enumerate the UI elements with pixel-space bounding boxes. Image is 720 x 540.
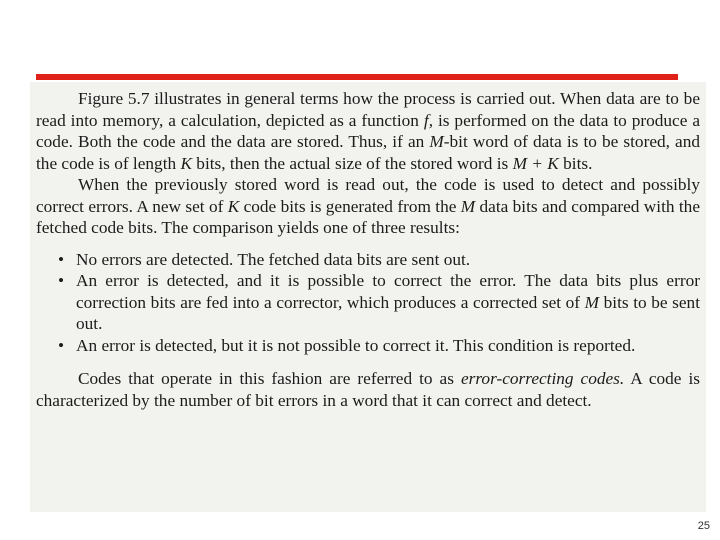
scanned-text-image xyxy=(30,82,706,512)
paragraph-read-out xyxy=(36,174,700,239)
text-run-italic: M xyxy=(584,292,600,312)
text-run-italic: M xyxy=(429,132,444,151)
title-accent-bar xyxy=(36,74,678,80)
list-item-text: An error is detected, but it is not possible to correct it. This condition is reported. xyxy=(76,335,636,355)
text-run-italic: f, xyxy=(423,110,434,130)
text-run: When the previously stored word is read out, the code is used to detect and possibly correct errors. A new set of xyxy=(36,175,700,216)
page-number: 25 xyxy=(697,520,710,532)
text-run: is performed on the data to produce a code. Both the code and the data are stored. Thus, if an xyxy=(36,110,700,151)
list-item xyxy=(36,270,700,335)
text-run: bits, then the actual size of the stored word is xyxy=(191,153,513,173)
bullet-icon: • xyxy=(58,271,65,290)
text-run-italic: M + K xyxy=(512,153,559,173)
text-run-italic: K xyxy=(180,153,192,173)
list-item-text: bits to be sent out. xyxy=(76,292,700,333)
text-run: bits. xyxy=(558,153,593,173)
list-item xyxy=(36,335,700,357)
bullet-icon: • xyxy=(58,335,65,355)
text-run-italic: M xyxy=(460,196,476,216)
text-run: -bit word of data is to be stored, and the code is of length xyxy=(36,132,700,173)
list-item xyxy=(36,249,700,271)
list-item-text: An error is detected, and it is possible to correct the error. The data bits plus error correction bits are fed into a corrector, which produces a corrected set of xyxy=(76,271,700,312)
text-run-italic: error-correcting codes. xyxy=(460,369,625,388)
results-list xyxy=(36,249,700,357)
text-run: code bits is generated from the xyxy=(239,196,461,216)
paragraph-error-correcting-codes xyxy=(36,368,700,411)
text-run: A code is characterized by the number of bit errors in a word that it can correct and detect. xyxy=(36,369,700,410)
text-run: Codes that operate in this fashion are referred to as xyxy=(78,369,461,388)
bullet-icon: • xyxy=(58,249,65,269)
text-run: data bits and compared with the fetched code bits. The comparison yields one of three results: xyxy=(36,196,700,237)
paragraph-figure-5-7 xyxy=(36,88,700,174)
text-run-italic: K xyxy=(227,196,240,216)
text-run: Figure 5.7 illustrates in general terms how the process is carried out. When data are to be read into memory, a calculation, depicted as a function xyxy=(36,89,700,130)
list-item-text: No errors are detected. The fetched data bits are sent out. xyxy=(76,249,471,269)
